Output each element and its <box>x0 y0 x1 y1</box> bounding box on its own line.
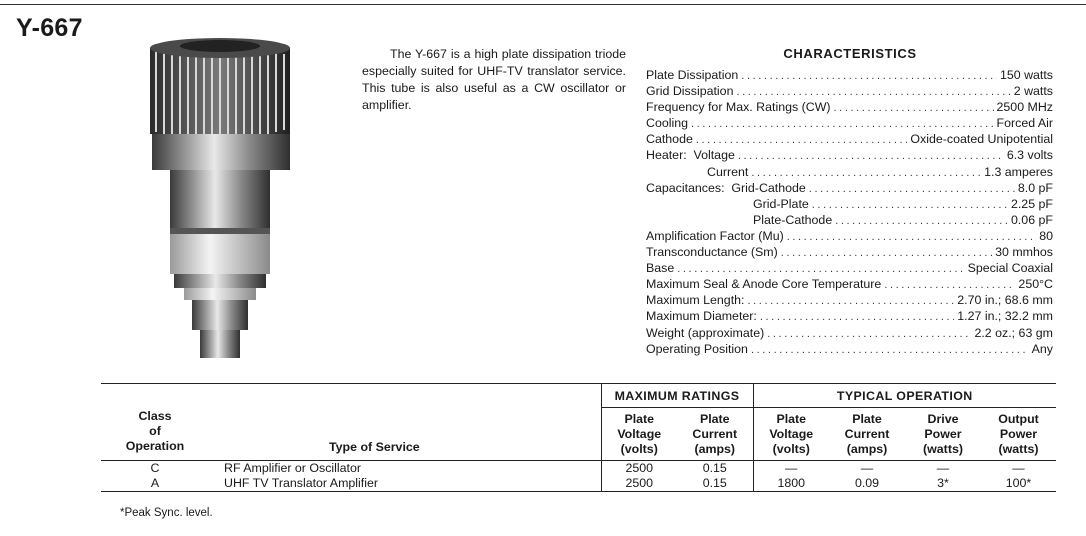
spec-grid-dissipation: Grid Dissipation ..... 2 watts <box>646 83 1053 99</box>
spec-max-seal-temp: Maximum Seal & Anode Core Temperature ..... 250°C <box>646 276 1053 292</box>
operation-table <box>101 383 1056 492</box>
characteristics-list <box>646 67 1053 357</box>
spec-cathode: Cathode ..... Oxide-coated Unipotential <box>646 131 1053 147</box>
model-number: Y-667 <box>16 14 83 42</box>
spec-cap-plate-cathode: Plate-Cathode ..... 0.06 pF <box>646 212 1053 228</box>
spec-plate-dissipation: Plate Dissipation ..... 150 watts <box>646 67 1053 83</box>
spec-base: Base ..... Special Coaxial <box>646 260 1053 276</box>
spec-amplification-factor: Amplification Factor (Mu) ..... 80 <box>646 228 1053 244</box>
typical-operation-header: TYPICAL OPERATION <box>753 384 1056 408</box>
col-max-plate-current: Plate Current (amps) <box>692 411 738 456</box>
vacuum-tube-photo <box>138 30 298 360</box>
characteristics-title: CHARACTERISTICS <box>783 46 917 61</box>
spec-cooling: Cooling ..... Forced Air <box>646 115 1053 131</box>
class-header: Class of Operation <box>125 409 185 453</box>
table-row: C RF Amplifier or Oscillator 2500 0.15 — — — — <box>101 461 1056 477</box>
spec-heater-voltage: Heater: Voltage ..... 6.3 volts <box>646 147 1053 163</box>
spec-max-length: Maximum Length: ..... 2.70 in.; 68.6 mm <box>646 292 1053 308</box>
spec-operating-position: Operating Position ..... Any <box>646 341 1053 357</box>
col-drive-power: Drive Power (watts) <box>923 411 963 456</box>
col-max-plate-voltage: Plate Voltage (volts) <box>601 408 677 461</box>
spec-max-diameter: Maximum Diameter: ..... 1.27 in.; 32.2 mm <box>646 308 1053 324</box>
col-output-power: Output Power (watts) <box>998 411 1039 456</box>
spec-cap-grid-plate: Grid-Plate ..... 2.25 pF <box>646 196 1053 212</box>
spec-weight: Weight (approximate) ..... 2.2 oz.; 63 gm <box>646 325 1053 341</box>
max-ratings-header: MAXIMUM RATINGS <box>601 384 753 408</box>
tube-description: The Y-667 is a high plate dissipation triode especially suited for UHF-TV translator service. This tube is also useful as a CW oscillator or amplifier. <box>362 47 626 112</box>
service-header: Type of Service <box>209 384 601 461</box>
spec-frequency: Frequency for Max. Ratings (CW) ..... 2500 MHz <box>646 99 1053 115</box>
col-typ-plate-voltage: Plate Voltage (volts) <box>753 408 829 461</box>
spec-heater-current: Current ..... 1.3 amperes <box>646 164 1053 180</box>
top-rule <box>0 4 1086 5</box>
table-row: A UHF TV Translator Amplifier 2500 0.15 1800 0.09 3* 100* <box>101 476 1056 492</box>
spec-cap-grid-cathode: Capacitances: Grid-Cathode ..... 8.0 pF <box>646 180 1053 196</box>
spec-transconductance: Transconductance (Sm) ..... 30 mmhos <box>646 244 1053 260</box>
footnote: *Peak Sync. level. <box>120 507 213 519</box>
col-typ-plate-current: Plate Current (amps) <box>844 411 890 456</box>
